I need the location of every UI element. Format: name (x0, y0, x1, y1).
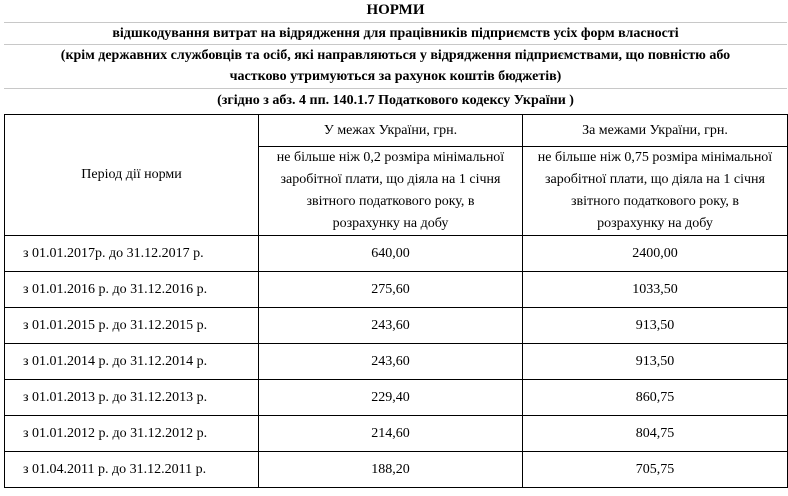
period-cell: з 01.01.2015 р. до 31.12.2015 р. (5, 308, 259, 344)
document-note-line-1: (крім державних службовців та осіб, які направляються у відрядження підприємствами, що повністю або (60, 48, 731, 63)
ukraine-header: У межах України, грн. (323, 122, 458, 138)
document-subtitle: відшкодування витрат на відрядження для працівників підприємств усіх форм власності (4, 23, 787, 45)
document-note-line-2: частково утримуються за рахунок коштів бюджетів) (4, 66, 787, 89)
ukraine-header-cell (259, 115, 523, 147)
abroad-value-cell: 705,75 (523, 452, 788, 488)
abroad-value-cell: 913,50 (523, 308, 788, 344)
ukraine-value-cell: 275,60 (259, 272, 523, 308)
abroad-value-cell: 860,75 (523, 380, 788, 416)
period-cell: з 01.04.2011 р. до 31.12.2011 р. (5, 452, 259, 488)
abroad-value-cell: 804,75 (523, 416, 788, 452)
ukraine-value-cell: 243,60 (259, 344, 523, 380)
abroad-value-cell: 2400,00 (523, 236, 788, 272)
abroad-description-line: розрахунку на добу (597, 216, 713, 231)
abroad-description-line: звітного податкового року, в (570, 194, 740, 209)
period-cell: з 01.01.2017р. до 31.12.2017 р. (5, 236, 259, 272)
document-title: НОРМИ (4, 0, 787, 23)
table-row (5, 380, 788, 416)
abroad-description-cell (523, 147, 788, 236)
ukraine-value-cell: 188,20 (259, 452, 523, 488)
ukraine-description-cell (259, 147, 523, 236)
table-row (5, 344, 788, 380)
abroad-value-cell: 913,50 (523, 344, 788, 380)
abroad-value-cell: 1033,50 (523, 272, 788, 308)
period-cell: з 01.01.2012 р. до 31.12.2012 р. (5, 416, 259, 452)
abroad-header: За межами України, грн. (582, 122, 728, 138)
ukraine-value-cell: 243,60 (259, 308, 523, 344)
period-cell: з 01.01.2016 р. до 31.12.2016 р. (5, 272, 259, 308)
ukraine-description-line: не більше ніж 0,2 розміра мінімальної (276, 150, 505, 165)
ukraine-description-line: заробітної плати, що діяла на 1 січня (280, 172, 501, 187)
period-cell: з 01.01.2013 р. до 31.12.2013 р. (5, 380, 259, 416)
table-row (5, 308, 788, 344)
period-cell: з 01.01.2014 р. до 31.12.2014 р. (5, 344, 259, 380)
table-row (5, 272, 788, 308)
ukraine-description-line: розрахунку на добу (332, 216, 449, 231)
table-row (5, 416, 788, 452)
legal-reference: (згідно з абз. 4 пп. 140.1.7 Податкового кодексу України ) (217, 93, 574, 108)
table-row (5, 236, 788, 272)
table-row (5, 452, 788, 488)
ukraine-value-cell: 214,60 (259, 416, 523, 452)
ukraine-description-line: звітного податкового року, в (306, 194, 475, 209)
ukraine-value-cell: 640,00 (259, 236, 523, 272)
abroad-header-cell (523, 115, 788, 147)
norms-table (4, 114, 788, 488)
ukraine-value-cell: 229,40 (259, 380, 523, 416)
period-header: Період дії норми (81, 167, 182, 182)
abroad-description-line: заробітної плати, що діяла на 1 січня (545, 172, 765, 187)
period-header-cell (5, 115, 259, 236)
abroad-description-line: не більше ніж 0,75 розміра мінімальної (537, 150, 773, 165)
